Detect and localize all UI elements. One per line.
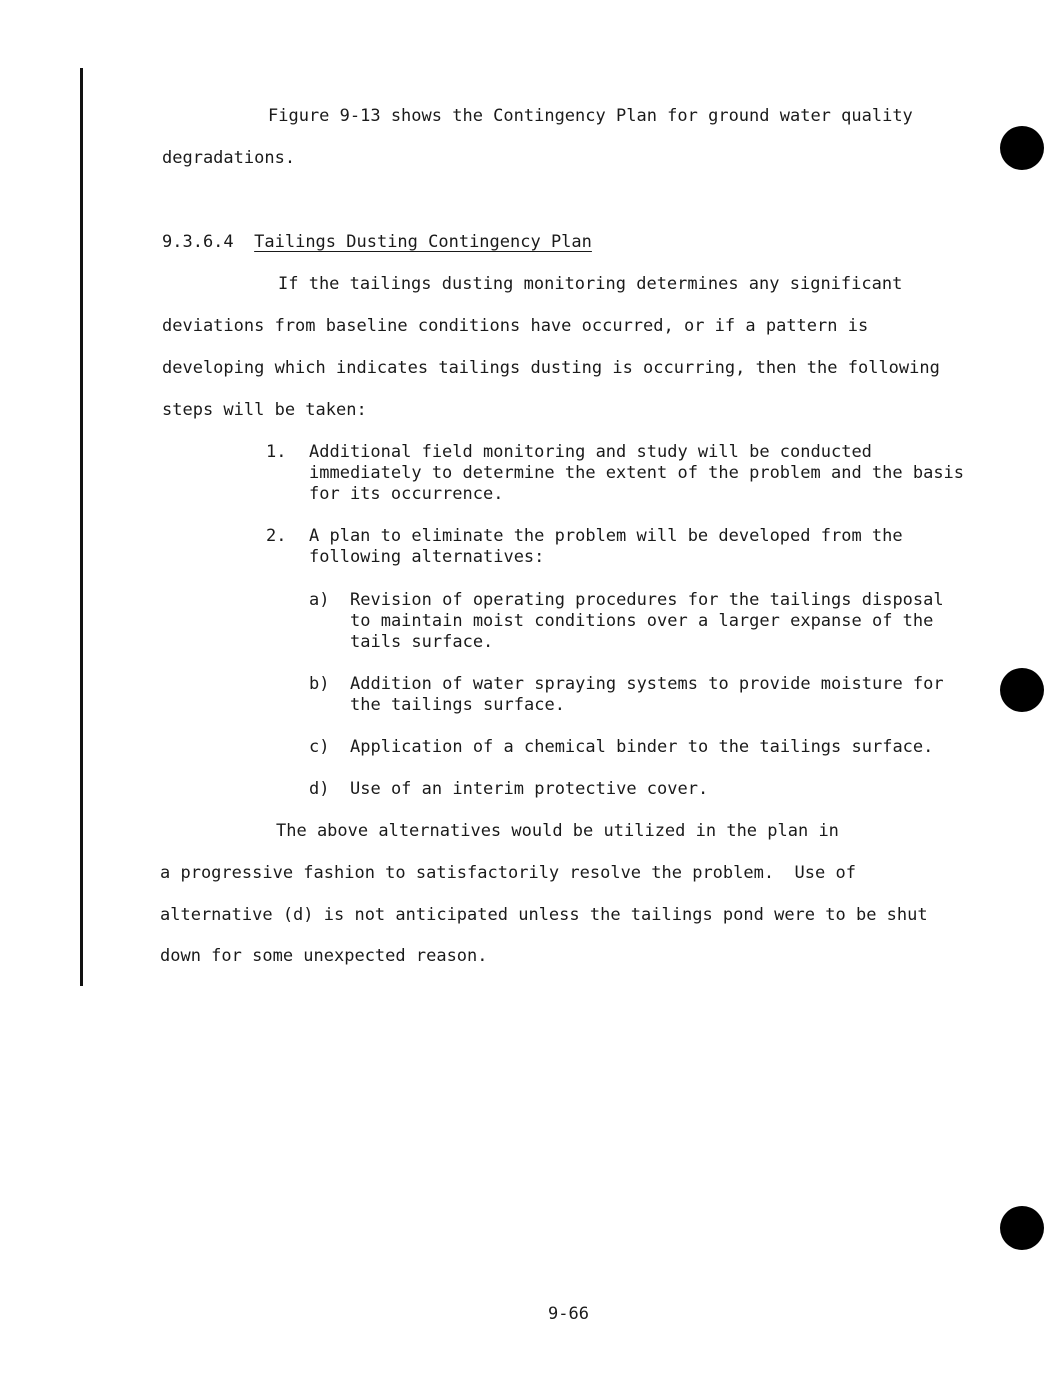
alternative-text: Addition of water spraying systems to provide moisture for — [350, 674, 944, 694]
step-text: A plan to eliminate the problem will be developed from the — [309, 526, 903, 546]
paragraph-line: The above alternatives would be utilized in the plan in — [276, 821, 839, 841]
alternative-marker: c) — [309, 737, 330, 757]
intro-line: degradations. — [162, 148, 296, 168]
paragraph-line: alternative (d) is not anticipated unless the tailings pond were to be shut — [160, 905, 928, 925]
step-text: following alternatives: — [309, 547, 545, 567]
step-marker: 1. — [266, 442, 287, 462]
section-heading — [162, 232, 592, 252]
step-text: Additional field monitoring and study will be conducted — [309, 442, 872, 462]
alternative-text: Use of an interim protective cover. — [350, 779, 709, 799]
step-marker: 2. — [266, 526, 287, 546]
intro-line: Figure 9-13 shows the Contingency Plan for ground water quality — [268, 106, 913, 126]
paragraph-line: developing which indicates tailings dusting is occurring, then the following — [162, 358, 940, 378]
alternative-marker: b) — [309, 674, 330, 694]
paragraph-line: down for some unexpected reason. — [160, 946, 488, 966]
paragraph-line: deviations from baseline conditions have occurred, or if a pattern is — [162, 316, 869, 336]
alternative-text: tails surface. — [350, 632, 494, 652]
alternative-marker: a) — [309, 590, 330, 610]
revision-bar — [80, 68, 83, 986]
page-number: 9-66 — [548, 1304, 589, 1324]
paragraph-line: If the tailings dusting monitoring determines any significant — [278, 274, 903, 294]
section-number: 9.3.6.4 — [162, 232, 234, 252]
punch-hole — [1000, 1206, 1044, 1250]
punch-hole — [1000, 126, 1044, 170]
alternative-text: Application of a chemical binder to the tailings surface. — [350, 737, 934, 757]
alternative-text: the tailings surface. — [350, 695, 565, 715]
section-title: Tailings Dusting Contingency Plan — [254, 232, 592, 252]
step-text: for its occurrence. — [309, 484, 504, 504]
punch-hole — [1000, 668, 1044, 712]
alternative-text: Revision of operating procedures for the tailings disposal — [350, 590, 944, 610]
alternative-marker: d) — [309, 779, 330, 799]
step-text: immediately to determine the extent of the problem and the basis — [309, 463, 965, 483]
paragraph-line: steps will be taken: — [162, 400, 367, 420]
alternative-text: to maintain moist conditions over a larger expanse of the — [350, 611, 934, 631]
paragraph-line: a progressive fashion to satisfactorily resolve the problem. Use of — [160, 863, 856, 883]
